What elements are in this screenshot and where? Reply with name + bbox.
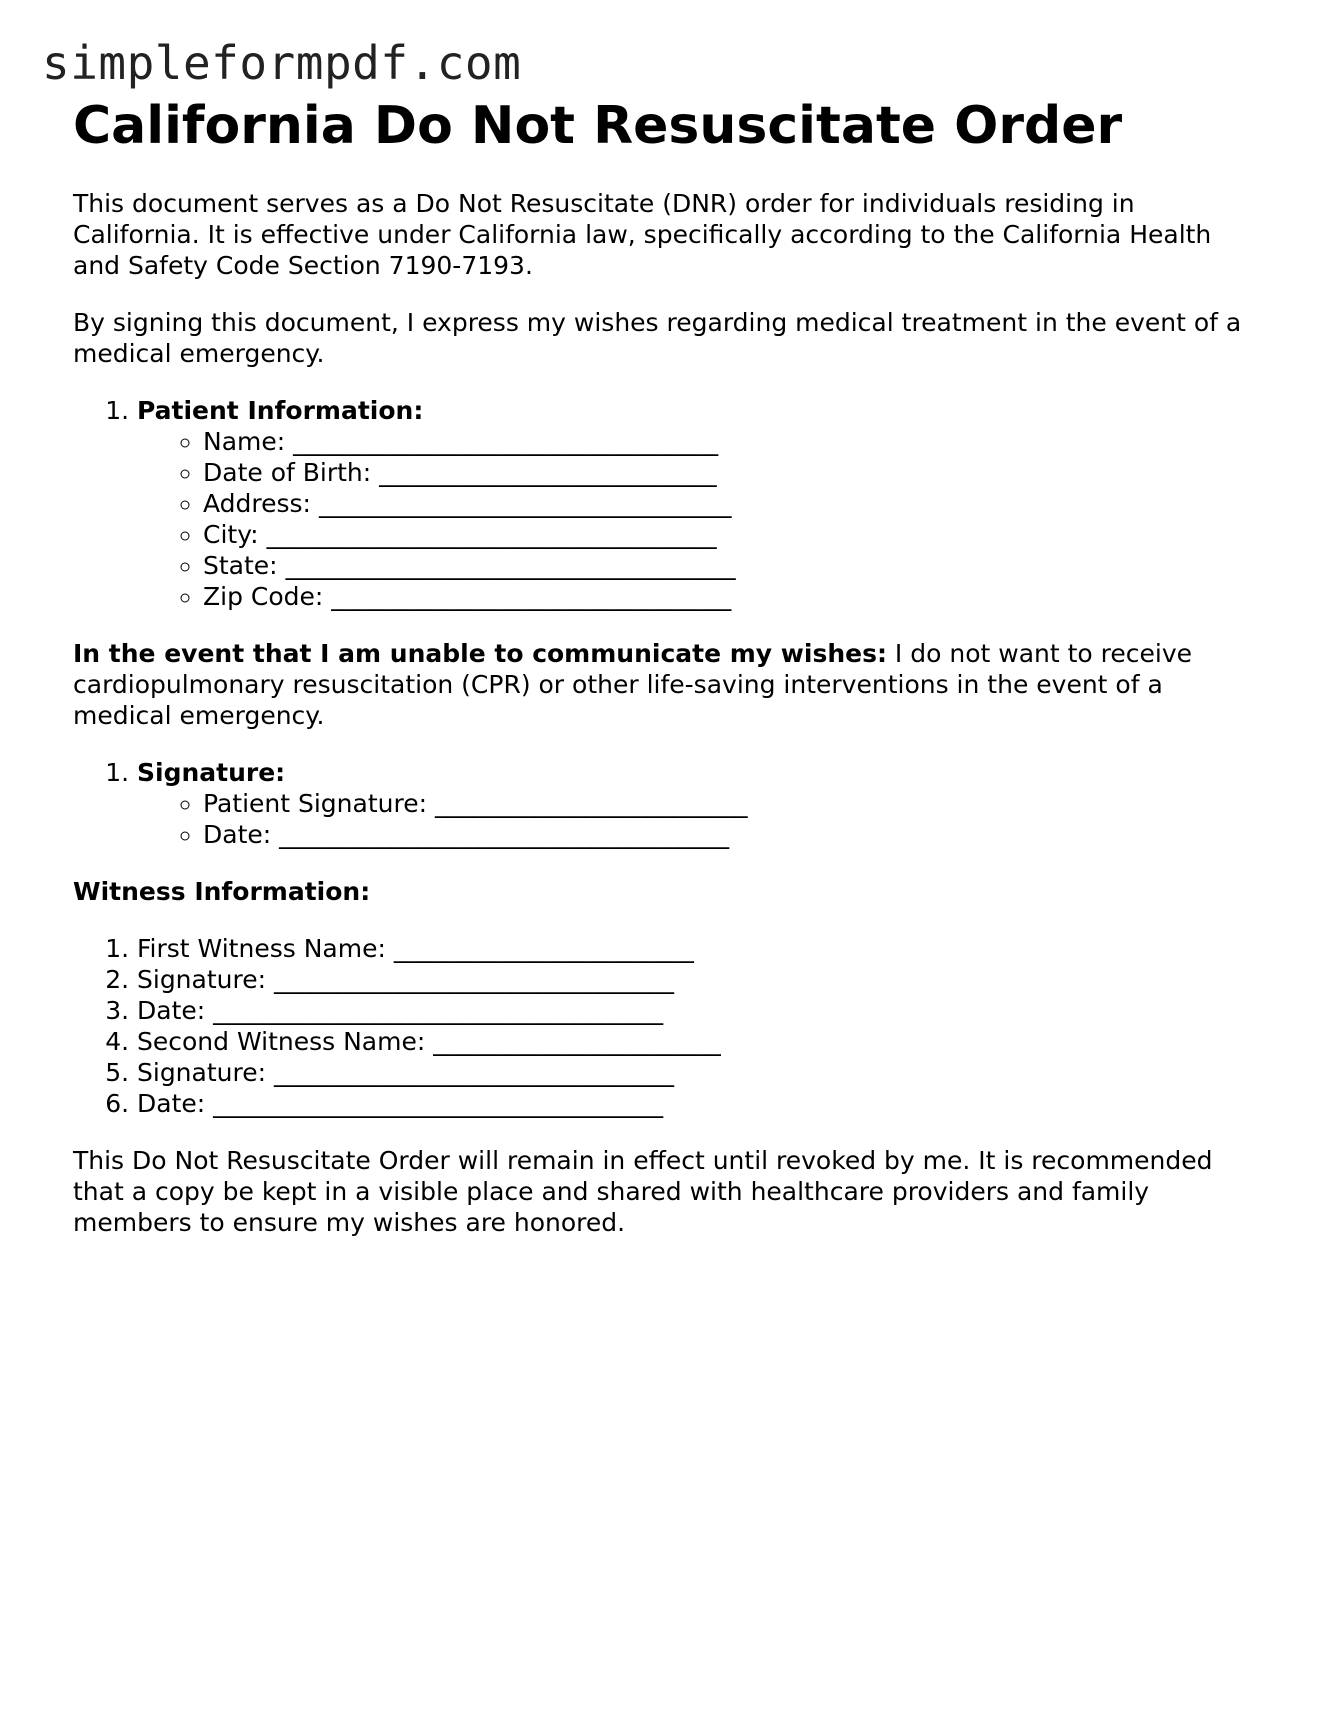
field-name[interactable] <box>203 426 1263 457</box>
field-first-witness-signature[interactable] <box>137 964 1263 995</box>
field-signature-date[interactable] <box>203 819 1263 850</box>
fill-in-blank[interactable]: ________________________________ <box>273 965 674 994</box>
field-label: State: <box>203 551 278 580</box>
fill-in-blank[interactable]: ________________________ <box>393 934 694 963</box>
field-state[interactable] <box>203 550 1263 581</box>
signature-section <box>137 757 1263 850</box>
closing-paragraph: This Do Not Resuscitate Order will remain in effect until revoked by me. It is recommended that a copy be kept in a visible place and shared with healthcare providers and family members to ensure my wishes are honored. <box>73 1146 1213 1237</box>
dnr-statement-heading: In the event that I am unable to communicate my wishes: <box>73 639 887 668</box>
field-first-witness-name[interactable] <box>137 933 1263 964</box>
field-date-of-birth[interactable] <box>203 457 1263 488</box>
fill-in-blank[interactable]: __________________________________ <box>293 427 719 456</box>
fill-in-blank[interactable]: ____________________________________ <box>266 520 717 549</box>
dnr-statement <box>73 638 1263 731</box>
field-second-witness-date[interactable] <box>137 1088 1263 1119</box>
field-label: Name: <box>203 427 286 456</box>
field-patient-signature[interactable] <box>203 788 1263 819</box>
field-label: Second Witness Name: <box>137 1027 426 1056</box>
field-label: City: <box>203 520 259 549</box>
dnr-statement-text: I do not want to receive cardiopulmonary resuscitation (CPR) or other life-saving interventions in the event of a medical emergency. <box>73 639 1193 730</box>
fill-in-blank[interactable]: ________________________________ <box>331 582 732 611</box>
field-label: Date: <box>203 820 272 849</box>
fill-in-blank[interactable]: ____________________________________ <box>213 1089 664 1118</box>
fill-in-blank[interactable]: ________________________________ <box>273 1058 674 1087</box>
fill-in-blank[interactable]: _________________________________ <box>318 489 732 518</box>
field-label: Signature: <box>137 965 267 994</box>
patient-fields-list <box>137 426 1263 612</box>
witness-fields-list <box>73 933 1263 1119</box>
watermark-text: simpleformpdf.com <box>42 36 522 90</box>
patient-section <box>137 395 1263 612</box>
field-label: First Witness Name: <box>137 934 386 963</box>
field-second-witness-name[interactable] <box>137 1026 1263 1057</box>
fill-in-blank[interactable]: _________________________ <box>434 789 748 818</box>
signature-fields-list <box>137 788 1263 850</box>
field-address[interactable] <box>203 488 1263 519</box>
fill-in-blank[interactable]: ____________________________________ <box>285 551 736 580</box>
field-label: Address: <box>203 489 311 518</box>
patient-section-list <box>73 395 1263 612</box>
consent-paragraph: By signing this document, I express my wishes regarding medical treatment in the event of a medical emergency. <box>73 308 1242 368</box>
field-zip-code[interactable] <box>203 581 1263 612</box>
witness-heading: Witness Information: <box>73 877 371 906</box>
page-title: California Do Not Resuscitate Order <box>73 96 1123 156</box>
fill-in-blank[interactable]: ____________________________________ <box>213 996 664 1025</box>
field-label: Date: <box>137 996 206 1025</box>
intro-paragraph: This document serves as a Do Not Resuscitate (DNR) order for individuals residing in California. It is effective under California law, specifically according to the California Health and Safety Code Section 7190-7193. <box>73 189 1212 280</box>
field-label: Signature: <box>137 1058 267 1087</box>
fill-in-blank[interactable]: ___________________________ <box>379 458 717 487</box>
signature-section-list <box>73 757 1263 850</box>
field-city[interactable] <box>203 519 1263 550</box>
field-label: Date: <box>137 1089 206 1118</box>
field-first-witness-date[interactable] <box>137 995 1263 1026</box>
fill-in-blank[interactable]: _______________________ <box>433 1027 721 1056</box>
fill-in-blank[interactable]: ____________________________________ <box>279 820 730 849</box>
patient-section-label: Patient Information: <box>137 396 424 425</box>
field-label: Date of Birth: <box>203 458 372 487</box>
field-label: Patient Signature: <box>203 789 428 818</box>
field-label: Zip Code: <box>203 582 324 611</box>
field-second-witness-signature[interactable] <box>137 1057 1263 1088</box>
document-page <box>73 96 1263 1238</box>
signature-section-label: Signature: <box>137 758 286 787</box>
